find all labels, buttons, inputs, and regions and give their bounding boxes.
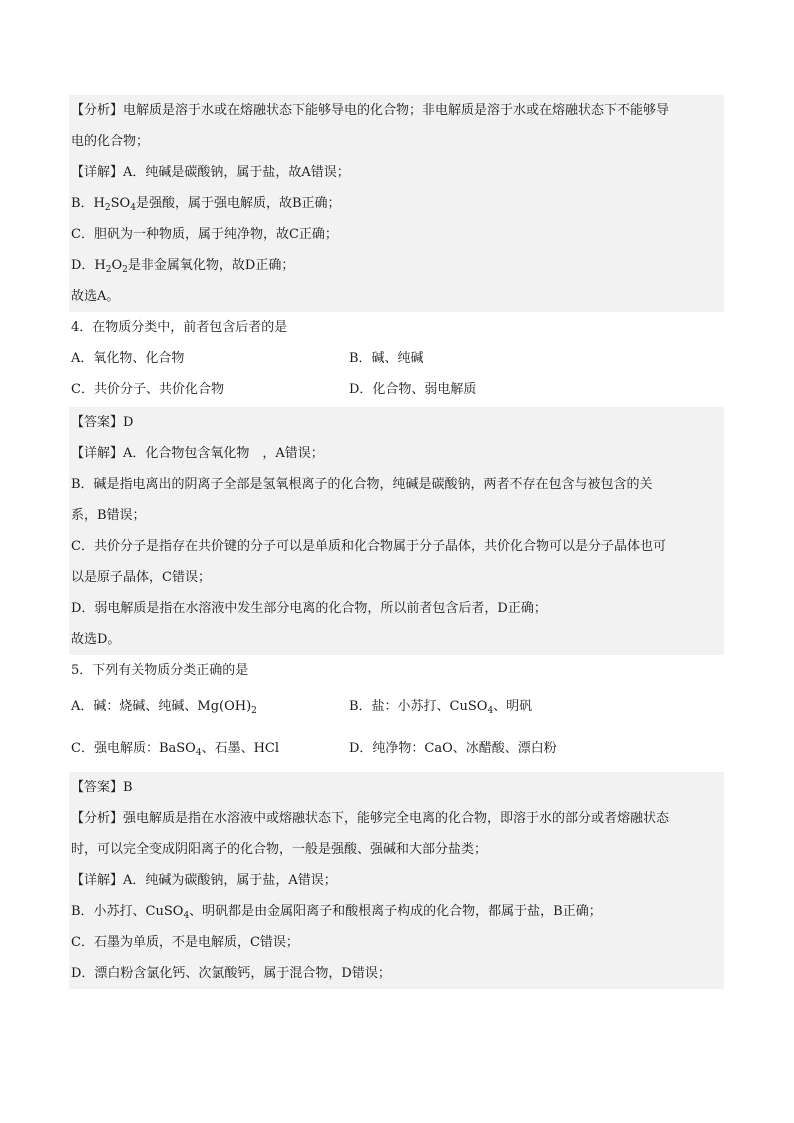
detail-d: D．$H_2O_2$是非金属氧化物，故D正确； bbox=[69, 250, 724, 281]
question-4-conclusion: 故选D。 bbox=[69, 624, 724, 655]
question-5-answer: 【答案】B bbox=[69, 772, 724, 803]
question-5-options-row-1 bbox=[69, 686, 724, 728]
question-4-options-row-2 bbox=[69, 374, 724, 405]
conclusion: 故选A。 bbox=[69, 281, 724, 312]
document-page bbox=[69, 95, 724, 989]
option-a: A．碱：烧碱、纯碱、$Mg(OH)_2$ bbox=[71, 699, 257, 716]
question-4-stem: 4．在物质分类中，前者包含后者的是 bbox=[71, 320, 288, 335]
question-5-detail-b: B．小苏打、CuSO$_4$、明矾都是由金属阳离子和酸根离子构成的化合物，都属于盐，B正确； bbox=[69, 896, 724, 927]
question-4-detail-c-1: C．共价分子是指存在共价键的分子可以是单质和化合物属于分子晶体，共价化合物可以是分子晶体也可 bbox=[69, 531, 724, 562]
question-5-analysis-1: 【分析】强电解质是指在水溶液中或熔融状态下，能够完全电离的化合物，即溶于水的部分或者熔融状态 bbox=[69, 803, 724, 834]
question-5-stem: 5．下列有关物质分类正确的是 bbox=[71, 663, 249, 678]
detail-a: 【详解】A．纯碱是碳酸钠，属于盐，故A错误； bbox=[69, 157, 724, 188]
detail-c: C．胆矾为一种物质，属于纯净物，故C正确； bbox=[69, 219, 724, 250]
analysis-line-2: 电的化合物； bbox=[69, 126, 724, 157]
question-4-options-row-1 bbox=[69, 343, 724, 374]
question-5-detail-c: C．石墨为单质，不是电解质，C错误； bbox=[69, 927, 724, 958]
option-d: D．纯净物：CaO、冰醋酸、漂白粉 bbox=[349, 741, 557, 756]
question-4-detail-d: D．弱电解质是指在水溶液中发生部分电离的化合物，所以前者包含后者，D正确； bbox=[69, 593, 724, 624]
option-b: B．碱、纯碱 bbox=[349, 351, 424, 366]
option-a: A．氧化物、化合物 bbox=[71, 351, 185, 366]
question-4-detail-b-2: 系，B错误； bbox=[69, 500, 724, 531]
question-5-analysis-2: 时，可以完全变成阴阳离子的化合物，一般是强酸、强碱和大部分盐类； bbox=[69, 834, 724, 865]
detail-b: B．$H_2SO_4$是强酸，属于强电解质，故B正确； bbox=[69, 188, 724, 219]
question-4-detail-a: 【详解】A．化合物包含氧化物 ，A错误； bbox=[69, 438, 724, 469]
question-5-detail-d: D．漂白粉含氯化钙、次氯酸钙，属于混合物，D错误； bbox=[69, 958, 724, 989]
option-b: B．盐：小苏打、CuSO$_4$、明矾 bbox=[349, 699, 533, 716]
question-4-detail-b-1: B．碱是指电离出的阴离子全部是氢氧根离子的化合物，纯碱是碳酸钠，两者不存在包含与被包含的关 bbox=[69, 469, 724, 500]
option-c: C．共价分子、共价化合物 bbox=[71, 382, 224, 397]
question-4-answer: 【答案】D bbox=[69, 407, 724, 438]
analysis-line-1: 【分析】电解质是溶于水或在熔融状态下能够导电的化合物；非电解质是溶于水或在熔融状态下不能够导 bbox=[69, 95, 724, 126]
question-5-options-row-2 bbox=[69, 728, 724, 770]
option-d: D．化合物、弱电解质 bbox=[349, 382, 477, 397]
question-5-detail-a: 【详解】A．纯碱为碳酸钠，属于盐，A错误； bbox=[69, 865, 724, 896]
option-c: C．强电解质：BaSO$_4$、石墨、HCl bbox=[71, 741, 280, 758]
question-4-detail-c-2: 以是原子晶体，C错误； bbox=[69, 562, 724, 593]
